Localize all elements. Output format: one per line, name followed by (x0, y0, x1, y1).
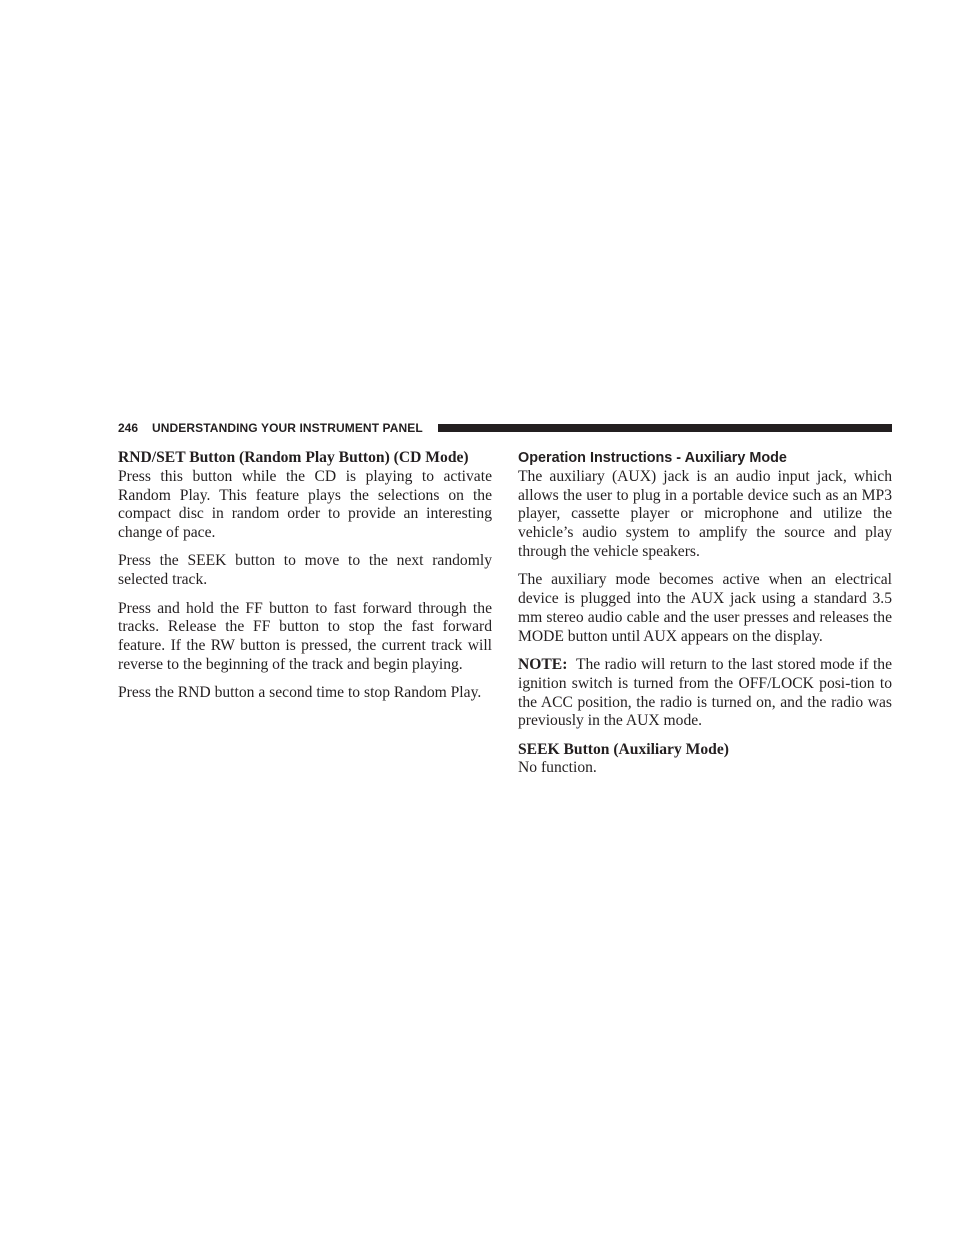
right-column (518, 449, 892, 788)
note-text: The radio will return to the last stored mode if the ignition switch is turned from the OFF/LOCK posi-tion to the ACC position, the radio is turned on, and the radio was previously in the AUX mode. (518, 655, 892, 730)
section-title: UNDERSTANDING YOUR INSTRUMENT PANEL (152, 421, 423, 435)
rnd-set-heading: RND/SET Button (Random Play Button) (CD Mode) (118, 449, 469, 466)
page-header (118, 419, 892, 437)
paragraph: The auxiliary mode becomes active when an electrical device is plugged into the AUX jack using a standard 3.5 mm stereo audio cable and the user presses and releases the MODE button until AUX appears on the display. (518, 571, 892, 645)
paragraph: Press the SEEK button to move to the next randomly selected track. (118, 552, 492, 589)
paragraph: Press and hold the FF button to fast forward through the tracks. Release the FF button to stop the fast forward feature. If the RW button is pressed, the current track will reverse to the beginning of the track and begin playing. (118, 599, 492, 673)
paragraph: No function. (518, 759, 597, 777)
note-label: NOTE: (518, 655, 568, 673)
paragraph: The auxiliary (AUX) jack is an audio input jack, which allows the user to plug in a portable device such as an MP3 player, cassette player or microphone and utilize the vehicle’s audio system to amplify the source and play through the vehicle speakers. (518, 467, 892, 560)
auxiliary-mode-heading: Operation Instructions - Auxiliary Mode (518, 450, 787, 466)
note-paragraph (518, 656, 892, 731)
left-column (118, 449, 492, 713)
paragraph: Press the RND button a second time to stop Random Play. (118, 684, 482, 702)
seek-button-heading: SEEK Button (Auxiliary Mode) (518, 740, 729, 758)
header-rule (438, 424, 892, 432)
paragraph: Press this button while the CD is playing to activate Random Play. This feature plays the selections on the compact disc in random order to provide an interesting change of pace. (118, 467, 492, 542)
page-number: 246 (118, 421, 139, 435)
